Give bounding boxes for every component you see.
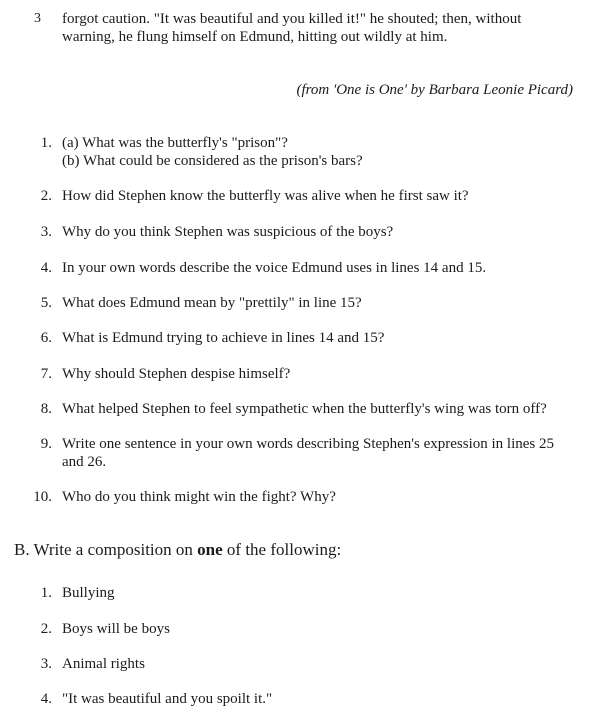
question-text: Who do you think might win the fight? Why? <box>62 489 336 505</box>
question-number: 3. <box>40 224 52 240</box>
topic-text: Animal rights <box>62 656 145 672</box>
question-number: 6. <box>40 330 52 346</box>
source-citation: (from 'One is One' by Barbara Leonie Picard) <box>296 82 573 98</box>
passage-line-2: warning, he flung himself on Edmund, hitting out wildly at him. <box>62 29 448 45</box>
question-number: 9. <box>40 436 52 452</box>
question-text: What helped Stephen to feel sympathetic when the butterfly's wing was torn off? <box>62 401 547 417</box>
topic-text: Boys will be boys <box>62 621 170 637</box>
passage-line-number: 3 <box>34 11 41 26</box>
topic-number: 2. <box>40 621 52 637</box>
question-number: 7. <box>40 366 52 382</box>
question-text: Write one sentence in your own words describing Stephen's expression in lines 25 <box>62 436 554 452</box>
section-b-emphasis: one <box>197 540 223 559</box>
passage-text <box>62 10 582 46</box>
question-text: What is Edmund trying to achieve in lines 14 and 15? <box>62 330 385 346</box>
question-number: 4. <box>40 260 52 276</box>
question-text: Why should Stephen despise himself? <box>62 366 291 382</box>
question-text: What does Edmund mean by "prettily" in line 15? <box>62 295 362 311</box>
question-text: Why do you think Stephen was suspicious of the boys? <box>62 224 394 240</box>
passage-line-1: forgot caution. "It was beautiful and you killed it!" he shouted; then, without <box>62 11 522 27</box>
question-text: and 26. <box>62 454 107 470</box>
question-text: In your own words describe the voice Edmund uses in lines 14 and 15. <box>62 260 487 276</box>
question-number: 8. <box>40 401 52 417</box>
section-b-prefix: B. Write a composition on <box>14 540 198 559</box>
question-text: (b) What could be considered as the prison's bars? <box>62 153 363 169</box>
question-number: 10. <box>33 489 52 505</box>
topic-text: "It was beautiful and you spoilt it." <box>62 691 273 707</box>
question-text: (a) What was the butterfly's "prison"? <box>62 135 288 151</box>
question-number: 1. <box>40 135 52 151</box>
question-number: 2. <box>40 188 52 204</box>
question-text: How did Stephen know the butterfly was alive when he first saw it? <box>62 188 469 204</box>
section-b-heading <box>14 541 341 559</box>
topic-number: 3. <box>40 656 52 672</box>
question-number: 5. <box>40 295 52 311</box>
topic-number: 4. <box>40 691 52 707</box>
section-b-suffix: of the following: <box>222 540 342 559</box>
topic-number: 1. <box>40 585 52 601</box>
topic-text: Bullying <box>62 585 115 601</box>
